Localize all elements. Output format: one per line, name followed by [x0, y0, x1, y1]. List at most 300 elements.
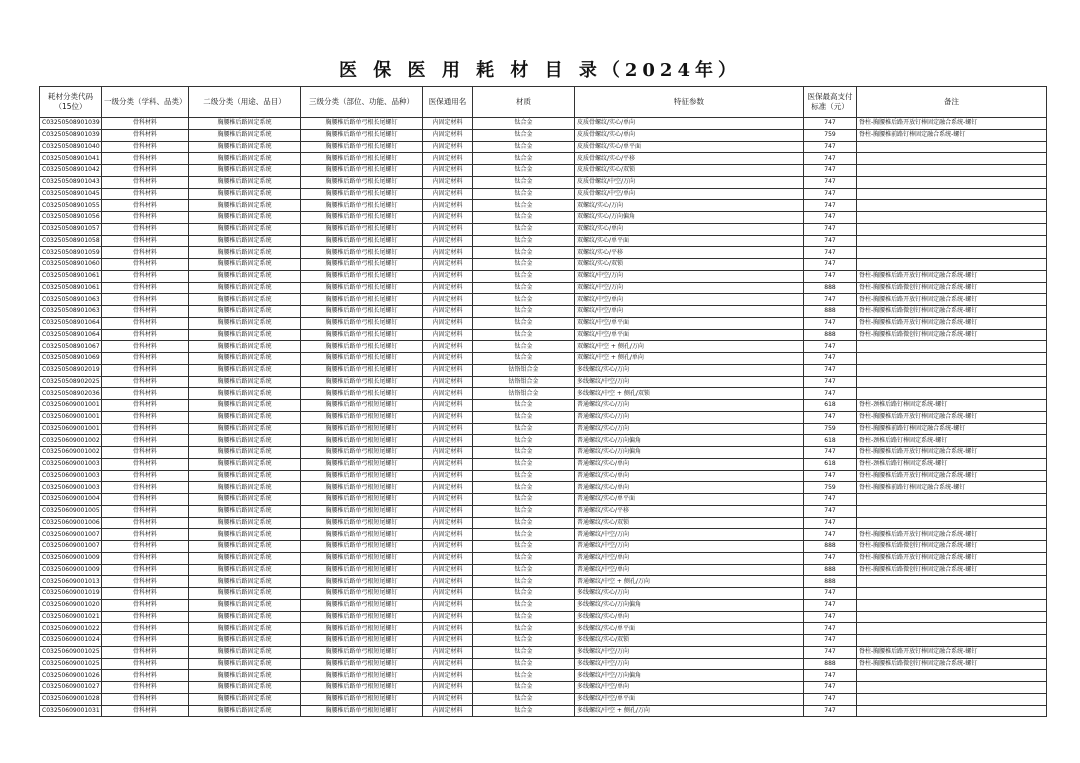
cell-feature: 双螺纹/实心/平移 [575, 247, 804, 259]
cell-level1: 骨科材料 [102, 129, 189, 141]
cell-level3: 胸腰椎后路单弓根短尾螺钉 [301, 482, 423, 494]
cell-remark: 脊柱-颈椎后路钉棒固定系统-螺钉 [857, 458, 1047, 470]
cell-material: 钛合金 [473, 329, 575, 341]
cell-price: 747 [804, 364, 857, 376]
cell-generic-name: 内固定材料 [423, 623, 473, 635]
cell-remark [857, 247, 1047, 259]
cell-level1: 骨科材料 [102, 646, 189, 658]
cell-feature: 普通螺纹/实心/万向偏角 [575, 435, 804, 447]
cell-level2: 胸腰椎后路固定系统 [189, 517, 301, 529]
cell-generic-name: 内固定材料 [423, 599, 473, 611]
cell-level3: 胸腰椎后路单弓根短尾螺钉 [301, 435, 423, 447]
cell-generic-name: 内固定材料 [423, 458, 473, 470]
cell-generic-name: 内固定材料 [423, 400, 473, 412]
cell-level1: 骨科材料 [102, 153, 189, 165]
cell-feature: 皮质骨螺纹/实心/单向 [575, 118, 804, 130]
cell-code: C03250508901067 [40, 341, 102, 353]
cell-price: 888 [804, 282, 857, 294]
table-row [40, 599, 1047, 611]
cell-level1: 骨科材料 [102, 529, 189, 541]
cell-material: 钴铬钼合金 [473, 376, 575, 388]
cell-price: 747 [804, 212, 857, 224]
cell-material: 钛合金 [473, 411, 575, 423]
cell-code: C03250508901058 [40, 235, 102, 247]
cell-price: 747 [804, 376, 857, 388]
cell-level3: 胸腰椎后路单弓根短尾螺钉 [301, 423, 423, 435]
cell-level2: 胸腰椎后路固定系统 [189, 599, 301, 611]
cell-remark [857, 212, 1047, 224]
cell-level3: 胸腰椎后路单弓根短尾螺钉 [301, 470, 423, 482]
cell-price: 747 [804, 682, 857, 694]
cell-feature: 多线螺纹/实心/单向 [575, 611, 804, 623]
table-row [40, 635, 1047, 647]
cell-price: 618 [804, 458, 857, 470]
cell-level3: 胸腰椎后路单弓根长尾螺钉 [301, 259, 423, 271]
cell-price: 759 [804, 423, 857, 435]
cell-feature: 普通螺纹/实心/双锁 [575, 517, 804, 529]
table-row [40, 670, 1047, 682]
cell-price: 747 [804, 705, 857, 717]
cell-material: 钛合金 [473, 165, 575, 177]
cell-level3: 胸腰椎后路单弓根短尾螺钉 [301, 458, 423, 470]
cell-code: C03250609001009 [40, 552, 102, 564]
cell-material: 钛合金 [473, 247, 575, 259]
cell-feature: 普通螺纹/实心/单平面 [575, 494, 804, 506]
cell-price: 747 [804, 517, 857, 529]
cell-generic-name: 内固定材料 [423, 306, 473, 318]
cell-level2: 胸腰椎后路固定系统 [189, 646, 301, 658]
cell-level2: 胸腰椎后路固定系统 [189, 494, 301, 506]
cell-material: 钛合金 [473, 212, 575, 224]
cell-code: C03250609001028 [40, 693, 102, 705]
cell-price: 747 [804, 165, 857, 177]
cell-feature: 双螺纹/实心/双锁 [575, 259, 804, 271]
cell-material: 钛合金 [473, 588, 575, 600]
cell-level3: 胸腰椎后路单弓根短尾螺钉 [301, 400, 423, 412]
cell-price: 888 [804, 576, 857, 588]
cell-remark [857, 364, 1047, 376]
cell-feature: 多线螺纹/实心/双锁 [575, 635, 804, 647]
cell-level3: 胸腰椎后路单弓根短尾螺钉 [301, 646, 423, 658]
cell-level2: 胸腰椎后路固定系统 [189, 400, 301, 412]
cell-code: C03250609001003 [40, 482, 102, 494]
cell-code: C03250508901060 [40, 259, 102, 271]
cell-material: 钛合金 [473, 423, 575, 435]
cell-level1: 骨科材料 [102, 693, 189, 705]
cell-price: 747 [804, 353, 857, 365]
cell-level1: 骨科材料 [102, 435, 189, 447]
cell-remark [857, 635, 1047, 647]
cell-level3: 胸腰椎后路单弓根长尾螺钉 [301, 341, 423, 353]
cell-feature: 多线螺纹/中空/万向偏角 [575, 670, 804, 682]
cell-code: C03250609001026 [40, 670, 102, 682]
cell-level3: 胸腰椎后路单弓根短尾螺钉 [301, 552, 423, 564]
cell-remark [857, 705, 1047, 717]
cell-generic-name: 内固定材料 [423, 423, 473, 435]
cell-level2: 胸腰椎后路固定系统 [189, 235, 301, 247]
cell-level1: 骨科材料 [102, 282, 189, 294]
cell-price: 747 [804, 529, 857, 541]
cell-remark: 脊柱-胸腰椎后路微创钉棒固定融合系统-螺钉 [857, 282, 1047, 294]
cell-code: C03250609001025 [40, 646, 102, 658]
table-header-row [40, 87, 1047, 118]
cell-level2: 胸腰椎后路固定系统 [189, 623, 301, 635]
cell-generic-name: 内固定材料 [423, 564, 473, 576]
table-row [40, 517, 1047, 529]
cell-feature: 多线螺纹/中空 + 侧孔/万向 [575, 705, 804, 717]
cell-generic-name: 内固定材料 [423, 705, 473, 717]
cell-material: 钛合金 [473, 635, 575, 647]
cell-remark [857, 693, 1047, 705]
cell-level3: 胸腰椎后路单弓根短尾螺钉 [301, 635, 423, 647]
cell-level2: 胸腰椎后路固定系统 [189, 611, 301, 623]
cell-generic-name: 内固定材料 [423, 329, 473, 341]
cell-level3: 胸腰椎后路单弓根长尾螺钉 [301, 141, 423, 153]
cell-code: C03250609001022 [40, 623, 102, 635]
cell-remark [857, 494, 1047, 506]
cell-level3: 胸腰椎后路单弓根短尾螺钉 [301, 623, 423, 635]
cell-generic-name: 内固定材料 [423, 153, 473, 165]
cell-material: 钛合金 [473, 141, 575, 153]
cell-code: C03250508901056 [40, 212, 102, 224]
cell-generic-name: 内固定材料 [423, 259, 473, 271]
cell-level2: 胸腰椎后路固定系统 [189, 470, 301, 482]
cell-feature: 普通螺纹/实心/单向 [575, 470, 804, 482]
cell-level1: 骨科材料 [102, 376, 189, 388]
cell-feature: 普通螺纹/实心/平移 [575, 505, 804, 517]
cell-level3: 胸腰椎后路单弓根长尾螺钉 [301, 118, 423, 130]
cell-feature: 双螺纹/中空/万向 [575, 282, 804, 294]
cell-generic-name: 内固定材料 [423, 658, 473, 670]
cell-generic-name: 内固定材料 [423, 282, 473, 294]
cell-remark: 脊柱-胸腰椎后路开放钉棒固定融合系统-螺钉 [857, 294, 1047, 306]
table-row [40, 223, 1047, 235]
table-row [40, 623, 1047, 635]
table-body [40, 118, 1047, 717]
cell-generic-name: 内固定材料 [423, 176, 473, 188]
cell-code: C03250609001031 [40, 705, 102, 717]
cell-material: 钴铬钼合金 [473, 388, 575, 400]
cell-remark [857, 576, 1047, 588]
table-row [40, 588, 1047, 600]
header-remark: 备注 [857, 87, 1047, 118]
cell-code: C03250508901055 [40, 200, 102, 212]
cell-level1: 骨科材料 [102, 364, 189, 376]
cell-remark [857, 141, 1047, 153]
table-row [40, 341, 1047, 353]
cell-price: 747 [804, 341, 857, 353]
cell-remark: 脊柱-胸腰椎后路开放钉棒固定融合系统-螺钉 [857, 470, 1047, 482]
cell-material: 钛合金 [473, 552, 575, 564]
table-row [40, 505, 1047, 517]
cell-price: 747 [804, 223, 857, 235]
cell-level1: 骨科材料 [102, 400, 189, 412]
cell-level1: 骨科材料 [102, 306, 189, 318]
cell-feature: 多线螺纹/实心/万向 [575, 364, 804, 376]
cell-feature: 多线螺纹/实心/万向偏角 [575, 599, 804, 611]
cell-material: 钛合金 [473, 494, 575, 506]
cell-price: 888 [804, 306, 857, 318]
cell-feature: 普通螺纹/中空 + 侧孔/万向 [575, 576, 804, 588]
cell-level1: 骨科材料 [102, 470, 189, 482]
cell-level2: 胸腰椎后路固定系统 [189, 247, 301, 259]
cell-level3: 胸腰椎后路单弓根长尾螺钉 [301, 165, 423, 177]
cell-material: 钛合金 [473, 705, 575, 717]
cell-level1: 骨科材料 [102, 353, 189, 365]
cell-remark: 脊柱-胸腰椎前路钉棒固定融合系统-螺钉 [857, 482, 1047, 494]
cell-feature: 普通螺纹/实心/万向偏角 [575, 447, 804, 459]
cell-level2: 胸腰椎后路固定系统 [189, 141, 301, 153]
table-row [40, 364, 1047, 376]
cell-material: 钛合金 [473, 505, 575, 517]
cell-price: 618 [804, 400, 857, 412]
cell-level3: 胸腰椎后路单弓根短尾螺钉 [301, 517, 423, 529]
cell-level3: 胸腰椎后路单弓根长尾螺钉 [301, 200, 423, 212]
cell-feature: 多线螺纹/中空/万向 [575, 658, 804, 670]
header-generic-name: 医保通用名 [423, 87, 473, 118]
catalog-table [39, 86, 1047, 717]
cell-level1: 骨科材料 [102, 329, 189, 341]
cell-generic-name: 内固定材料 [423, 646, 473, 658]
cell-level3: 胸腰椎后路单弓根短尾螺钉 [301, 564, 423, 576]
cell-remark [857, 611, 1047, 623]
cell-feature: 皮质骨螺纹/实心/双锁 [575, 165, 804, 177]
cell-material: 钛合金 [473, 517, 575, 529]
cell-code: C03250508901061 [40, 270, 102, 282]
cell-price: 759 [804, 482, 857, 494]
cell-feature: 多线螺纹/实心/万向 [575, 588, 804, 600]
cell-level1: 骨科材料 [102, 705, 189, 717]
cell-feature: 多线螺纹/中空/万向 [575, 646, 804, 658]
cell-level2: 胸腰椎后路固定系统 [189, 212, 301, 224]
cell-generic-name: 内固定材料 [423, 670, 473, 682]
cell-code: C03250508901063 [40, 294, 102, 306]
cell-level2: 胸腰椎后路固定系统 [189, 200, 301, 212]
cell-price: 747 [804, 270, 857, 282]
cell-level1: 骨科材料 [102, 552, 189, 564]
cell-code: C03250609001002 [40, 447, 102, 459]
cell-price: 747 [804, 623, 857, 635]
cell-code: C03250609001013 [40, 576, 102, 588]
cell-level2: 胸腰椎后路固定系统 [189, 435, 301, 447]
cell-price: 747 [804, 505, 857, 517]
table-row [40, 705, 1047, 717]
cell-generic-name: 内固定材料 [423, 188, 473, 200]
cell-level1: 骨科材料 [102, 623, 189, 635]
cell-generic-name: 内固定材料 [423, 364, 473, 376]
cell-price: 747 [804, 259, 857, 271]
cell-level2: 胸腰椎后路固定系统 [189, 282, 301, 294]
cell-material: 钛合金 [473, 458, 575, 470]
cell-level3: 胸腰椎后路单弓根长尾螺钉 [301, 235, 423, 247]
table-row [40, 552, 1047, 564]
cell-feature: 普通螺纹/中空/单向 [575, 552, 804, 564]
cell-remark [857, 235, 1047, 247]
cell-material: 钛合金 [473, 541, 575, 553]
cell-price: 747 [804, 611, 857, 623]
cell-material: 钛合金 [473, 118, 575, 130]
cell-level1: 骨科材料 [102, 517, 189, 529]
cell-level3: 胸腰椎后路单弓根短尾螺钉 [301, 611, 423, 623]
cell-feature: 多线螺纹/中空/单平面 [575, 693, 804, 705]
cell-code: C03250609001007 [40, 541, 102, 553]
cell-code: C03250508901064 [40, 329, 102, 341]
cell-generic-name: 内固定材料 [423, 693, 473, 705]
cell-remark [857, 682, 1047, 694]
cell-remark [857, 188, 1047, 200]
cell-remark: 脊柱-颈椎后路钉棒固定系统-螺钉 [857, 435, 1047, 447]
cell-level2: 胸腰椎后路固定系统 [189, 635, 301, 647]
cell-code: C03250508902036 [40, 388, 102, 400]
cell-remark [857, 341, 1047, 353]
cell-price: 747 [804, 411, 857, 423]
cell-remark [857, 376, 1047, 388]
cell-generic-name: 内固定材料 [423, 529, 473, 541]
cell-code: C03250609001007 [40, 529, 102, 541]
header-feature: 特征参数 [575, 87, 804, 118]
cell-material: 钛合金 [473, 223, 575, 235]
table-row [40, 482, 1047, 494]
cell-level3: 胸腰椎后路单弓根长尾螺钉 [301, 270, 423, 282]
cell-level1: 骨科材料 [102, 423, 189, 435]
cell-remark [857, 176, 1047, 188]
cell-material: 钛合金 [473, 282, 575, 294]
table-row [40, 118, 1047, 130]
cell-code: C03250508901041 [40, 153, 102, 165]
cell-remark [857, 505, 1047, 517]
table-row [40, 658, 1047, 670]
cell-level2: 胸腰椎后路固定系统 [189, 223, 301, 235]
cell-level3: 胸腰椎后路单弓根短尾螺钉 [301, 529, 423, 541]
cell-generic-name: 内固定材料 [423, 270, 473, 282]
cell-feature: 普通螺纹/中空/单向 [575, 564, 804, 576]
cell-level1: 骨科材料 [102, 141, 189, 153]
cell-level3: 胸腰椎后路单弓根长尾螺钉 [301, 247, 423, 259]
cell-level3: 胸腰椎后路单弓根短尾螺钉 [301, 658, 423, 670]
table-row [40, 388, 1047, 400]
cell-level3: 胸腰椎后路单弓根短尾螺钉 [301, 588, 423, 600]
cell-material: 钛合金 [473, 482, 575, 494]
table-row [40, 259, 1047, 271]
cell-level2: 胸腰椎后路固定系统 [189, 552, 301, 564]
cell-generic-name: 内固定材料 [423, 411, 473, 423]
cell-level3: 胸腰椎后路单弓根短尾螺钉 [301, 599, 423, 611]
cell-remark [857, 259, 1047, 271]
cell-generic-name: 内固定材料 [423, 435, 473, 447]
cell-level2: 胸腰椎后路固定系统 [189, 482, 301, 494]
cell-price: 747 [804, 294, 857, 306]
cell-code: C03250508901061 [40, 282, 102, 294]
cell-feature: 双螺纹/实心/单平面 [575, 235, 804, 247]
cell-code: C03250508901063 [40, 306, 102, 318]
cell-level3: 胸腰椎后路单弓根长尾螺钉 [301, 329, 423, 341]
cell-level1: 骨科材料 [102, 118, 189, 130]
cell-code: C03250609001020 [40, 599, 102, 611]
cell-remark [857, 388, 1047, 400]
cell-remark [857, 588, 1047, 600]
cell-price: 747 [804, 646, 857, 658]
cell-code: C03250609001027 [40, 682, 102, 694]
cell-material: 钛合金 [473, 693, 575, 705]
cell-feature: 普通螺纹/实心/单向 [575, 482, 804, 494]
cell-level2: 胸腰椎后路固定系统 [189, 270, 301, 282]
cell-feature: 双螺纹/中空/单向 [575, 294, 804, 306]
cell-price: 888 [804, 658, 857, 670]
cell-remark: 脊柱-胸腰椎后路微创钉棒固定融合系统-螺钉 [857, 329, 1047, 341]
cell-feature: 多线螺纹/中空/万向 [575, 376, 804, 388]
cell-level3: 胸腰椎后路单弓根长尾螺钉 [301, 317, 423, 329]
cell-generic-name: 内固定材料 [423, 200, 473, 212]
cell-level2: 胸腰椎后路固定系统 [189, 176, 301, 188]
cell-level2: 胸腰椎后路固定系统 [189, 458, 301, 470]
cell-material: 钛合金 [473, 129, 575, 141]
cell-remark: 脊柱-胸腰椎后路开放钉棒固定融合系统-螺钉 [857, 270, 1047, 282]
cell-feature: 普通螺纹/实心/单向 [575, 458, 804, 470]
cell-level1: 骨科材料 [102, 458, 189, 470]
cell-price: 747 [804, 693, 857, 705]
cell-level2: 胸腰椎后路固定系统 [189, 118, 301, 130]
cell-level1: 骨科材料 [102, 317, 189, 329]
table-row [40, 435, 1047, 447]
cell-remark: 脊柱-胸腰椎后路微创钉棒固定融合系统-螺钉 [857, 564, 1047, 576]
header-material: 材质 [473, 87, 575, 118]
cell-level3: 胸腰椎后路单弓根长尾螺钉 [301, 294, 423, 306]
cell-level2: 胸腰椎后路固定系统 [189, 329, 301, 341]
cell-level3: 胸腰椎后路单弓根长尾螺钉 [301, 376, 423, 388]
cell-price: 747 [804, 670, 857, 682]
cell-level1: 骨科材料 [102, 247, 189, 259]
cell-feature: 多线螺纹/中空 + 侧孔/双锁 [575, 388, 804, 400]
cell-remark [857, 153, 1047, 165]
cell-level3: 胸腰椎后路单弓根长尾螺钉 [301, 153, 423, 165]
cell-level1: 骨科材料 [102, 494, 189, 506]
cell-feature: 多线螺纹/中空/单向 [575, 682, 804, 694]
cell-level3: 胸腰椎后路单弓根长尾螺钉 [301, 364, 423, 376]
table-row [40, 129, 1047, 141]
cell-material: 钛合金 [473, 658, 575, 670]
cell-price: 747 [804, 635, 857, 647]
table-row [40, 200, 1047, 212]
cell-code: C03250508901064 [40, 317, 102, 329]
cell-level2: 胸腰椎后路固定系统 [189, 317, 301, 329]
cell-code: C03250508901040 [40, 141, 102, 153]
cell-feature: 双螺纹/中空/单平面 [575, 317, 804, 329]
cell-price: 618 [804, 435, 857, 447]
cell-remark: 脊柱-胸腰椎后路微创钉棒固定融合系统-螺钉 [857, 306, 1047, 318]
cell-feature: 皮质骨螺纹/中空/单向 [575, 188, 804, 200]
cell-price: 747 [804, 235, 857, 247]
cell-level3: 胸腰椎后路单弓根长尾螺钉 [301, 212, 423, 224]
header-level3: 三级分类（部位、功能、品种） [301, 87, 423, 118]
cell-level2: 胸腰椎后路固定系统 [189, 682, 301, 694]
cell-level3: 胸腰椎后路单弓根长尾螺钉 [301, 353, 423, 365]
cell-generic-name: 内固定材料 [423, 317, 473, 329]
cell-remark: 脊柱-胸腰椎后路开放钉棒固定融合系统-螺钉 [857, 317, 1047, 329]
table-row [40, 411, 1047, 423]
cell-code: C03250609001025 [40, 658, 102, 670]
cell-material: 钛合金 [473, 235, 575, 247]
cell-level2: 胸腰椎后路固定系统 [189, 670, 301, 682]
cell-level2: 胸腰椎后路固定系统 [189, 447, 301, 459]
cell-remark: 脊柱-胸腰椎前路钉棒固定融合系统-螺钉 [857, 423, 1047, 435]
table-row [40, 611, 1047, 623]
cell-code: C03250609001019 [40, 588, 102, 600]
cell-level3: 胸腰椎后路单弓根长尾螺钉 [301, 306, 423, 318]
cell-level2: 胸腰椎后路固定系统 [189, 541, 301, 553]
table-row [40, 458, 1047, 470]
cell-code: C03250609001005 [40, 505, 102, 517]
cell-feature: 双螺纹/中空/单平面 [575, 329, 804, 341]
